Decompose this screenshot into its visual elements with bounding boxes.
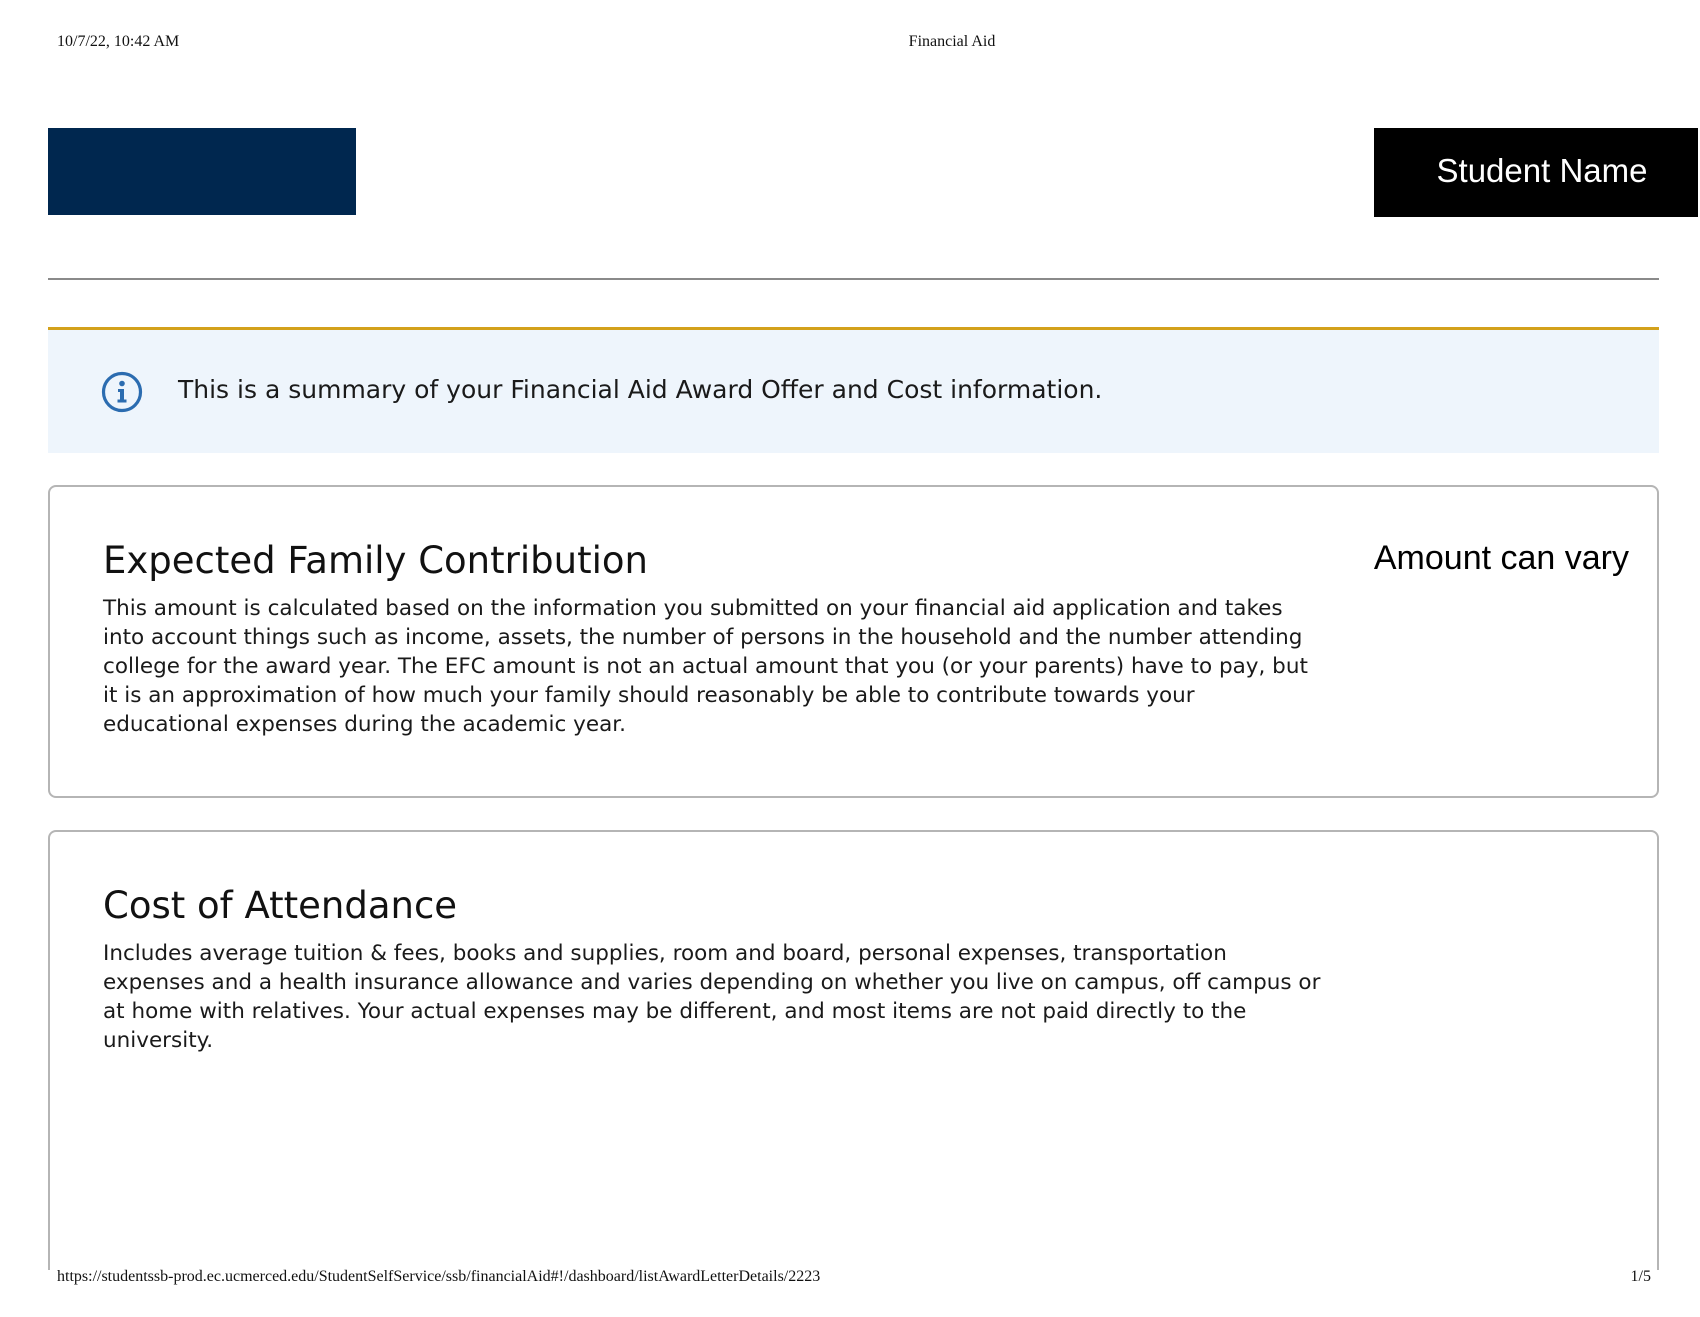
- student-name: Student Name: [1436, 151, 1648, 189]
- efc-card: [48, 485, 1659, 798]
- info-circle-icon: [101, 371, 143, 413]
- efc-description: This amount is calculated based on the information you submitted on your financial aid application and takes into account things such as income, assets, the number of persons in the household and the number attending college for the award year. The EFC amount is not an actual amount that you (or your parents) have to pay, but it is an approximation of how much your family should reasonably be able to contribute towards your educational expenses during the academic year.: [103, 596, 1308, 737]
- coa-card: [48, 830, 1659, 1270]
- print-page-title: Financial Aid: [908, 33, 996, 50]
- coa-title: Cost of Attendance: [103, 884, 458, 927]
- info-banner-message: This is a summary of your Financial Aid Award Offer and Cost information.: [178, 375, 1103, 404]
- efc-title: Expected Family Contribution: [103, 539, 648, 582]
- print-page-number: 1/5: [1630, 1268, 1651, 1285]
- coa-description: Includes average tuition & fees, books and supplies, room and board, personal expenses, transportation expenses and a health insurance allowance and varies depending on whether you live on campus, off campus or at home with relatives. Your actual expenses may be different, and most items are not paid directly to the university.: [103, 941, 1321, 1053]
- info-banner: [48, 327, 1659, 453]
- brand-logo-block[interactable]: [48, 128, 356, 215]
- print-url: https://studentssb-prod.ec.ucmerced.edu/StudentSelfService/ssb/financialAid#!/dashboard/listAwardLetterDetails/2223: [57, 1268, 821, 1285]
- header-divider: [48, 278, 1659, 280]
- efc-amount: Amount can vary: [1373, 539, 1629, 577]
- student-name-badge[interactable]: [1374, 128, 1698, 217]
- print-datetime: 10/7/22, 10:42 AM: [57, 33, 180, 50]
